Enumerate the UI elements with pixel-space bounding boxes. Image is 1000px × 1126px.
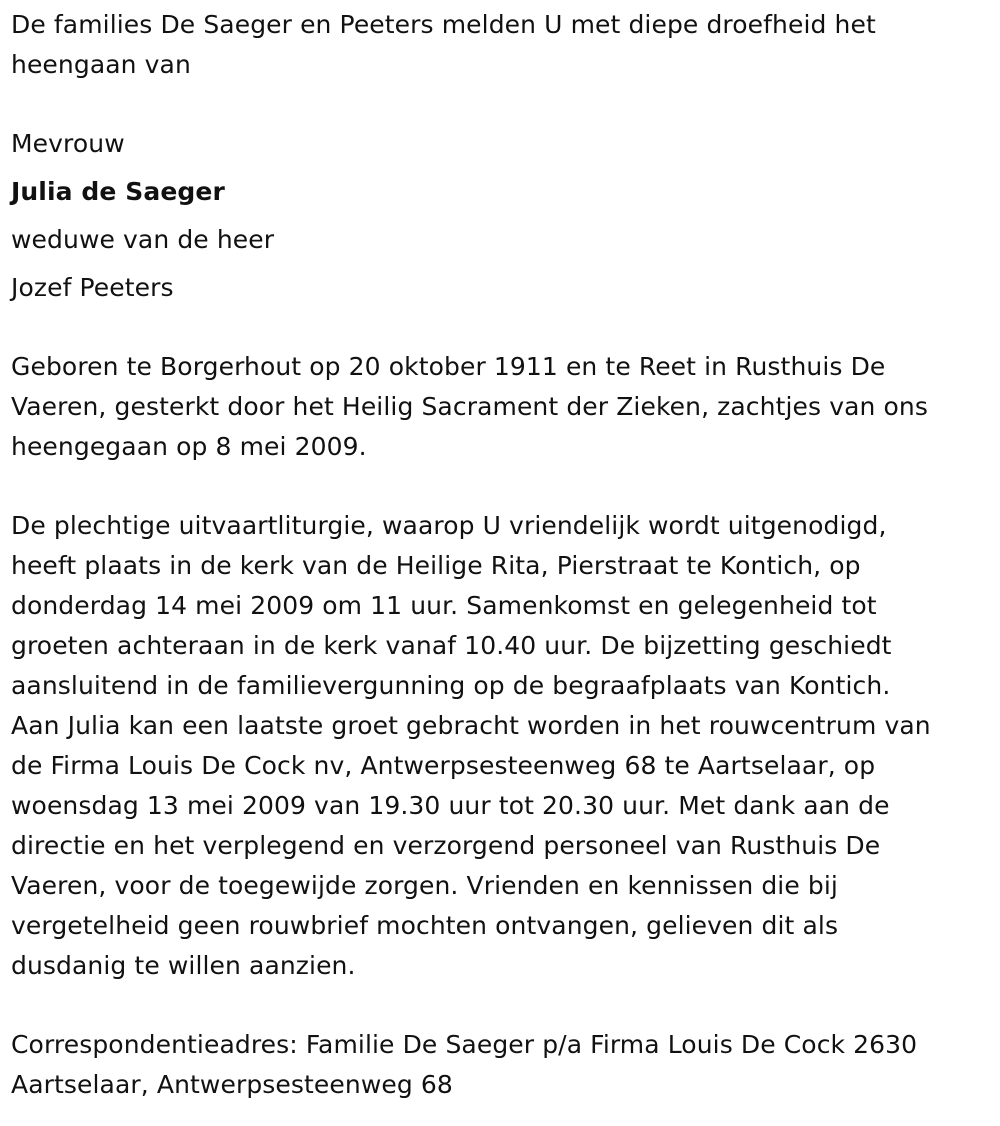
widow-of-line: weduwe van de heer xyxy=(11,225,275,254)
correspondence-address: Correspondentieadres: Familie De Saeger p/a Firma Louis De Cock 2630 Aartselaar, Antwerpsesteenweg 68 xyxy=(11,1030,918,1099)
ceremony-paragraph: De plechtige uitvaartliturgie, waarop U vriendelijk wordt uitgenodigd, heeft plaats in de kerk van de Heilige Rita, Pierstraat te Kontich, op donderdag 14 mei 2009 om 11 uur. Samenkomst en gelegenheid tot groeten achteraan in de kerk vanaf 10.40 uur. De bijzetting geschiedt aansluitend in de familievergunning op de begraafplaats van Kontich. Aan Julia kan een laatste groet gebracht worden in het rouwcentrum van de Firma Louis De Cock nv, Antwerpsesteenweg 68 te Aartselaar, op woensdag 13 mei 2009 van 19.30 uur tot 20.30 uur. Met dank aan de directie en het verplegend en verzorgend personeel van Rusthuis De Vaeren, voor de toegewijde zorgen. Vrienden en kennissen die bij vergetelheid geen rouwbrief mochten ontvangen, gelieven dit als dusdanig te willen aanzien. xyxy=(11,511,931,980)
deceased-name: Julia de Saeger xyxy=(11,177,225,206)
intro-paragraph: De families De Saeger en Peeters melden U met diepe droefheid het heengaan van xyxy=(11,10,876,79)
honorific-title: Mevrouw xyxy=(11,129,125,158)
birth-death-paragraph: Geboren te Borgerhout op 20 oktober 1911 en te Reet in Rusthuis De Vaeren, gesterkt door het Heilig Sacrament der Zieken, zachtjes van ons heengegaan op 8 mei 2009. xyxy=(11,352,928,461)
husband-name: Jozef Peeters xyxy=(11,273,174,302)
